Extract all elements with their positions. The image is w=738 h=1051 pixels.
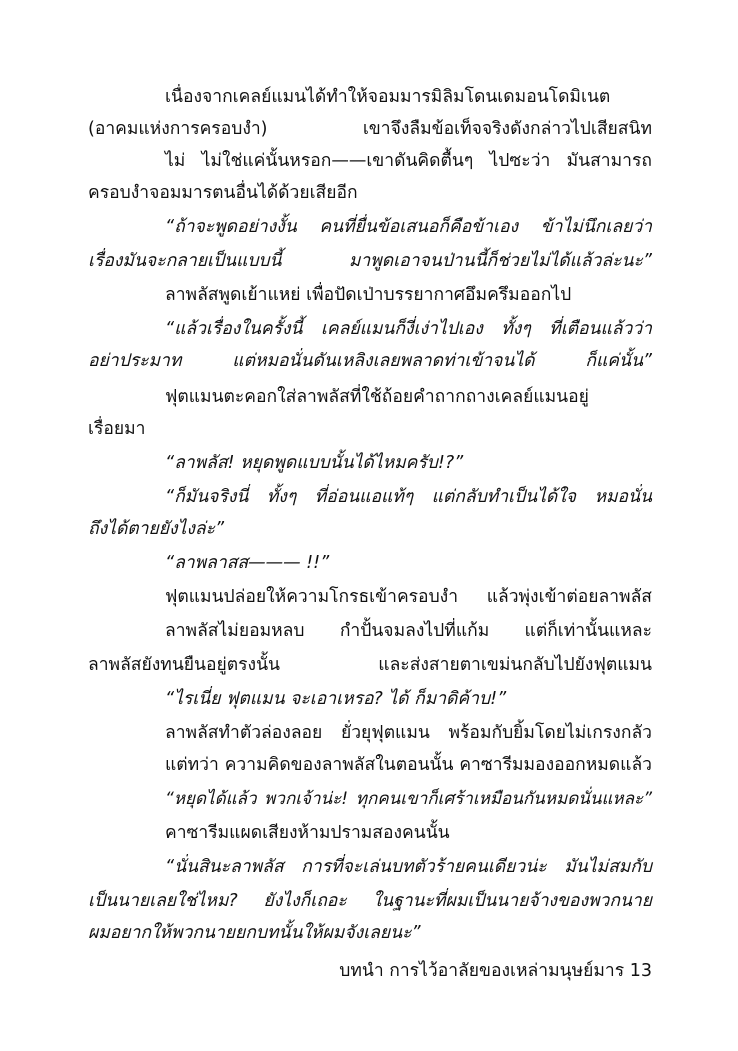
running-footer: บทนำ การไว้อาลัยของเหล่ามนุษย์มาร 13 [339, 961, 652, 981]
text-line: “ไรเนี่ย ฟุตแมน จะเอาเหรอ? ได้ ก็มาดิค้าบ!” [165, 689, 507, 709]
text-line: (อาคมแห่งการครอบงำ) เขาจึงลืมข้อเท็จจริงดังกล่าวไปเสียสนิท [88, 119, 652, 139]
text-line: “ลาพลัส! หยุดพูดแบบนั้นได้ไหมครับ!?” [165, 453, 464, 473]
text-line: เป็นนายเลยใช่ไหม? ยังไงก็เถอะ ในฐานะที่ผมเป็นนายจ้างของพวกนาย [88, 891, 652, 911]
text-line: แต่ทว่า ความคิดของลาพลัสในตอนนั้น คาซารีมมองออกหมดแล้ว [165, 755, 652, 775]
text-line: “แล้วเรื่องในครั้งนี้ เคลย์แมนก็งี่เง่าไปเอง ทั้งๆ ที่เตือนแล้วว่า [165, 319, 652, 339]
text-line: ฟุตแมนปล่อยให้ความโกรธเข้าครอบงำ แล้วพุ่งเข้าต่อยลาพลัส [165, 587, 652, 607]
text-line: ลาพลัสไม่ยอมหลบ กำปั้นจมลงไปที่แก้ม แต่ก็เท่านั้นแหละ [165, 621, 652, 641]
text-line: อย่าประมาท แต่หมอนั่นดันเหลิงเลยพลาดท่าเข้าจนได้ ก็แค่นั้น” [88, 351, 652, 371]
text-line: “หยุดได้แล้ว พวกเจ้าน่ะ! ทุกคนเขาก็เศร้าเหมือนกันหมดนั่นแหละ” [165, 789, 652, 809]
text-line: เนื่องจากเคลย์แมนได้ทำให้จอมมารมิลิมโดนเดมอนโดมิเนต [165, 87, 611, 107]
text-line: ลาพลัสทำตัวล่องลอย ยั่วยุฟุตแมน พร้อมกับยิ้มโดยไม่เกรงกลัว [165, 723, 652, 743]
text-line: “ลาพลาสส——— !!” [165, 553, 330, 573]
text-line: เรื่อยมา [88, 419, 146, 439]
text-line: ฟุตแมนตะคอกใส่ลาพลัสที่ใช้ถ้อยคำถากถางเคลย์แมนอยู่ [165, 387, 589, 407]
text-line: ผมอยากให้พวกนายยกบทนั้นให้ผมจังเลยนะ” [88, 923, 421, 943]
text-line: ลาพลัสพูดเย้าแหย่ เพื่อปัดเป่าบรรยากาศอึมครึมออกไป [165, 285, 572, 305]
text-line: “นั่นสินะลาพลัส การที่จะเล่นบทตัวร้ายคนเดียวน่ะ มันไม่สมกับ [165, 857, 652, 877]
text-line: ลาพลัสยังทนยืนอยู่ตรงนั้น และส่งสายตาเขม่นกลับไปยังฟุตแมน [88, 655, 652, 675]
text-line: คาซารีมแผดเสียงห้ามปรามสองคนนั้น [165, 823, 450, 843]
text-line: ครอบงำจอมมารตนอื่นได้ด้วยเสียอีก [88, 183, 358, 203]
text-line: ถึงได้ตายยังไงล่ะ” [88, 519, 225, 539]
text-line: “ก็มันจริงนี่ ทั้งๆ ที่อ่อนแอแท้ๆ แต่กลับทำเป็นได้ใจ หมอนั่น [165, 487, 652, 507]
text-line: “ถ้าจะพูดอย่างงั้น คนที่ยื่นข้อเสนอก็คือข้าเอง ข้าไม่นึกเลยว่า [165, 217, 652, 237]
text-line: ไม่ ไม่ใช่แค่นั้นหรอก——เขาดันคิดตื้นๆ ไปซะว่า มันสามารถ [165, 151, 652, 171]
text-line: เรื่องมันจะกลายเป็นแบบนี้ มาพูดเอาจนป่านนี้ก็ช่วยไม่ได้แล้วล่ะนะ” [88, 251, 652, 271]
